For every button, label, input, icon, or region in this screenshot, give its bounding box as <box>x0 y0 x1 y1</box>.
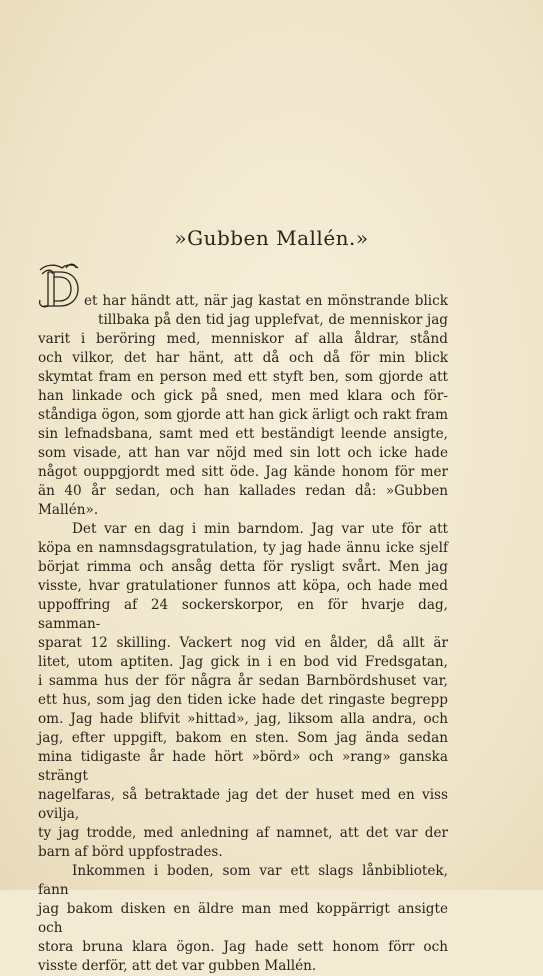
text-line: om. Jag hade blifvit »hittad», jag, liksom alla andra, och <box>38 711 448 727</box>
text-line: Inkommen i boden, som var ett slags lånbibliotek, fann <box>38 863 448 898</box>
text-line: tillbaka på den tid jag upplefvat, de menniskor jag <box>98 312 448 328</box>
text-line: ty jag trodde, med anledning af namnet, att det var der <box>38 825 448 841</box>
text-line: barn af börd uppfostrades. <box>38 844 223 860</box>
text-line: i samma hus der för några år sedan Barnbördshuset var, <box>38 673 448 689</box>
text-line: jag, efter uppgift, bakom en sten. Som jag ända sedan <box>38 730 448 746</box>
text-line: än 40 år sedan, och han kallades redan då: »Gubben Mallén». <box>38 483 448 518</box>
text-line: och vilkor, det har hänt, att då och då för min blick <box>38 350 448 366</box>
text-line: nagelfaras, så betraktade jag det der huset med en viss ovilja, <box>38 787 448 822</box>
text-line: visste, hvar gratulationer funnos att köpa, och hade med <box>38 578 448 594</box>
chapter-title: »Gubben Mallén.» <box>174 226 369 250</box>
text-line: skymtat fram en person med ett styft ben, som gjorde att <box>38 369 448 385</box>
text-line: ståndiga ögon, som gjorde att han gick ärligt och rakt fram <box>38 407 448 423</box>
text-line: som visade, att han var nöjd med sin lott och icke hade <box>38 445 448 461</box>
body-text <box>38 292 448 976</box>
text-line: börjat rimma och ansåg detta för rysligt svårt. Men jag <box>38 559 448 575</box>
text-line: stora bruna klara ögon. Jag hade sett honom förr och <box>38 939 448 955</box>
text-line: köpa en namnsdagsgratulation, ty jag hade ännu icke sjelf <box>38 540 448 556</box>
paragraph-2 <box>38 520 448 862</box>
show-through-text <box>0 55 543 145</box>
text-line: mina tidigaste år hade hört »börd» och »rang» ganska strängt <box>38 749 448 784</box>
text-line: Det var en dag i min barndom. Jag var ute för att <box>72 521 448 537</box>
text-line: han linkade och gick på sned, men med klara och för- <box>38 388 448 404</box>
text-line: ett hus, som jag den tiden icke hade det ringaste begrepp <box>38 692 448 708</box>
text-line: jag bakom disken en äldre man med koppärrigt ansigte och <box>38 901 448 936</box>
paragraph-3 <box>38 862 448 976</box>
paragraph-1 <box>38 292 448 520</box>
text-line: et har händt att, när jag kastat en mönstrande blick <box>84 293 448 309</box>
text-line: visste derför, att det var gubben Mallén. <box>38 958 317 974</box>
text-line: litet, utom aptiten. Jag gick in i en bod vid Fredsgatan, <box>38 654 448 670</box>
text-line: sin lefnadsbana, samt med ett beständigt leende ansigte, <box>38 426 448 442</box>
text-line: sparat 12 skilling. Vackert nog vid en ålder, då allt är <box>38 635 448 651</box>
text-line: uppoffring af 24 sockerskorpor, en för hvarje dag, samman- <box>38 597 448 632</box>
text-line: något ouppgjordt med sitt öde. Jag kände honom för mer <box>38 464 448 480</box>
text-line: varit i beröring med, menniskor af alla åldrar, stånd <box>38 331 448 347</box>
